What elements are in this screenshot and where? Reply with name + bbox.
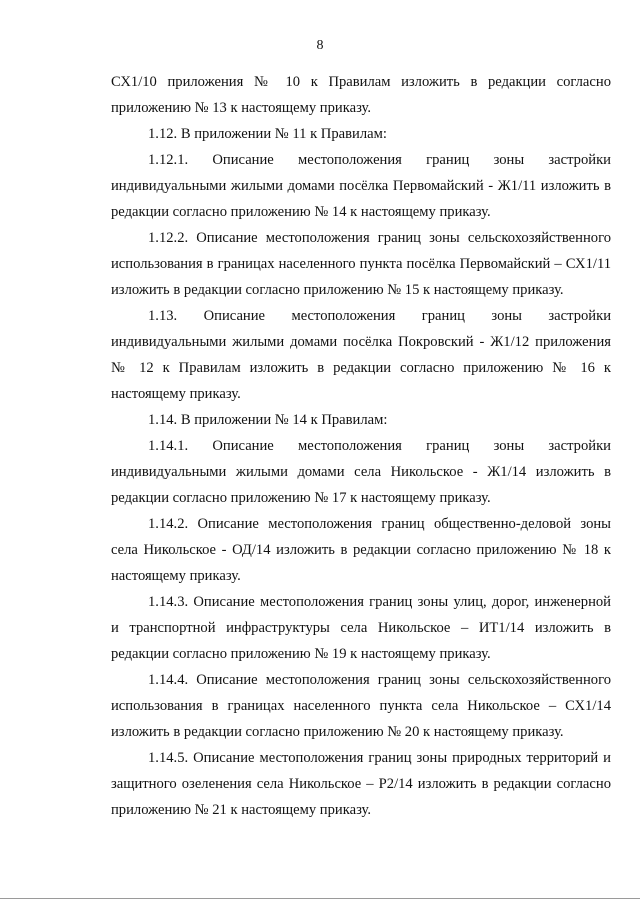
paragraph-1-12: 1.12. В приложении № 11 к Правилам: [148,126,387,142]
paragraph-1-14-5: 1.14.5. Описание местоположения границ зоны природных территорий и защитного озеленения села Никольское – Р2/14 изложить в редакции согласно приложению № 21 к настоящему приказу. [111,750,611,818]
paragraph-1-14-2: 1.14.2. Описание местоположения границ общественно-деловой зоны села Никольское - ОД/14 изложить в редакции согласно приложению № 18 к настоящему приказу. [111,516,611,584]
paragraph-1-13: 1.13. Описание местоположения границ зоны застройки индивидуальными жилыми домами посёлка Покровский - Ж1/12 приложения № 12 к Правилам изложить в редакции согласно приложению № 16 к настоящему приказу. [111,308,611,402]
paragraph-1-14: 1.14. В приложении № 14 к Правилам: [148,412,388,428]
page-bottom-edge [0,898,640,899]
paragraph-1-14-3: 1.14.3. Описание местоположения границ зоны улиц, дорог, инженерной и транспортной инфраструктуры села Никольское – ИТ1/14 изложить в редакции согласно приложению № 19 к настоящему приказу. [111,594,611,662]
paragraph-1-12-2: 1.12.2. Описание местоположения границ зоны сельскохозяйственного использования в границах населенного пункта посёлка Первомайский – СХ1/11 изложить в редакции согласно приложению № 15 к настоящему приказу. [111,230,611,298]
page-number: 8 [316,38,324,53]
paragraph-1-14-1: 1.14.1. Описание местоположения границ зоны застройки индивидуальными жилыми домами села Никольское - Ж1/14 изложить в редакции согласно приложению № 17 к настоящему приказу. [111,438,611,506]
paragraph-1-14-4: 1.14.4. Описание местоположения границ зоны сельскохозяйственного использования в границах населенного пункта села Никольское – СХ1/14 изложить в редакции согласно приложению № 20 к настоящему приказу. [111,672,611,740]
paragraph-1-12-1: 1.12.1. Описание местоположения границ зоны застройки индивидуальными жилыми домами посёлка Первомайский - Ж1/11 изложить в редакции согласно приложению № 14 к настоящему приказу. [111,152,611,220]
paragraph-continuation: СХ1/10 приложения № 10 к Правилам изложить в редакции согласно приложению № 13 к настоящему приказу. [111,74,611,116]
document-body [111,69,611,823]
